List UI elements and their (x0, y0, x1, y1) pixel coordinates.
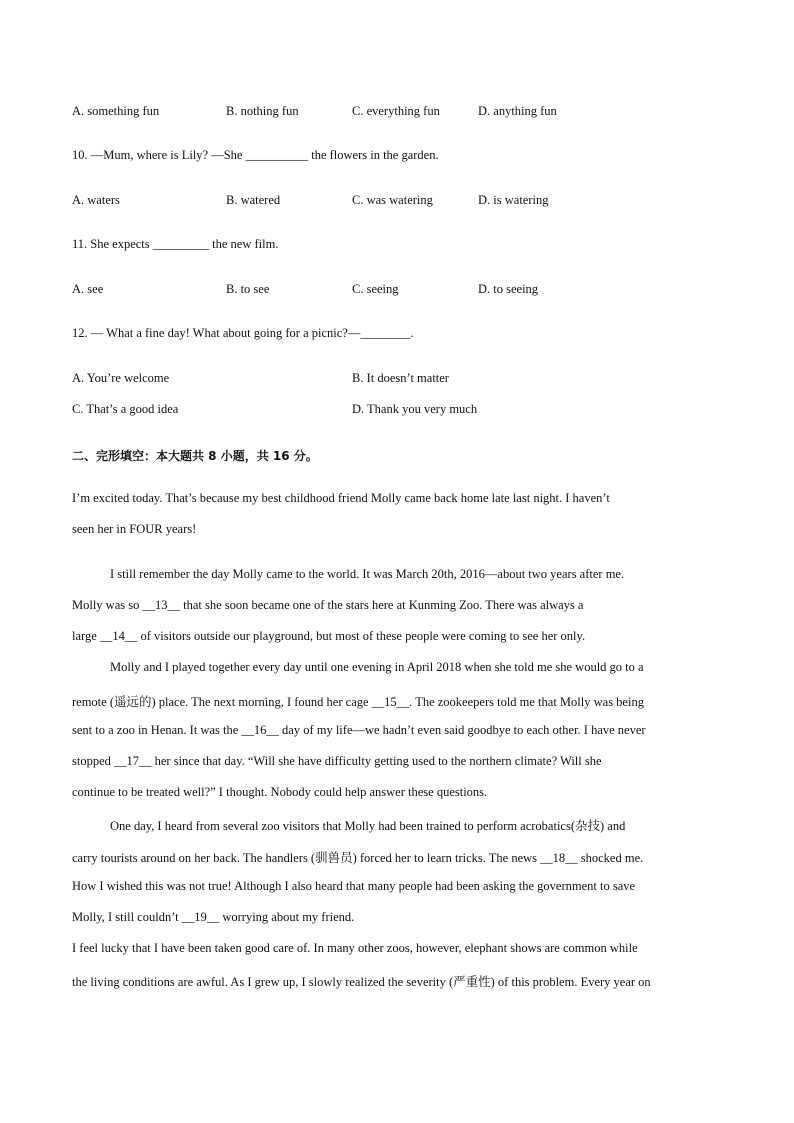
q10-stem (72, 148, 439, 163)
q10-option-a: A. waters (72, 193, 120, 207)
passage-line: stopped __17__ her since that day. “Will she have difficulty getting used to the northern climate? Will she (72, 754, 602, 768)
passage-line: How I wished this was not true! Although I also heard that many people had been asking the government to save (72, 879, 636, 893)
q11-stem-after: the new film. (212, 237, 279, 251)
passage-line: One day, I heard from several zoo visitors that Molly had been trained to perform acrobatics(杂技) and (110, 819, 626, 833)
q12-option-c: C. That’s a good idea (72, 402, 179, 416)
q11-option-a: A. see (72, 282, 104, 296)
q11-option-b: B. to see (226, 282, 270, 296)
passage-line: large __14__ of visitors outside our playground, but most of these people were coming to see her only. (72, 629, 586, 643)
q10-option-c: C. was watering (352, 193, 433, 207)
passage-line: Molly was so __13__ that she soon became one of the stars here at Kunming Zoo. There was always a (72, 598, 584, 612)
q9-option-b: B. nothing fun (226, 104, 299, 118)
q11-stem (72, 237, 278, 252)
passage-line: remote (遥远的) place. The next morning, I found her cage __15__. The zookeepers told me that Molly was being (72, 695, 644, 709)
passage-line: Molly and I played together every day until one evening in April 2018 when she told me she would go to a (110, 660, 644, 674)
q11-option-c: C. seeing (352, 282, 399, 296)
q12-stem: 12. — What a fine day! What about going for a picnic?—________. (72, 326, 414, 340)
q12-option-d: D. Thank you very much (352, 402, 478, 416)
q10-option-d: D. is watering (478, 193, 549, 207)
q10-blank: __________ (245, 148, 309, 162)
passage-line: I still remember the day Molly came to the world. It was March 20th, 2016—about two years after me. (110, 567, 625, 581)
passage-line: I’m excited today. That’s because my best childhood friend Molly came back home late last night. I haven’t (72, 491, 610, 505)
passage-line: I feel lucky that I have been taken good care of. In many other zoos, however, elephant shows are common while (72, 941, 638, 955)
q10-option-b: B. watered (226, 193, 281, 207)
q11-stem-before: 11. She expects (72, 237, 150, 251)
passage-line: seen her in FOUR years! (72, 522, 197, 536)
passage-line: sent to a zoo in Henan. It was the __16__ day of my life—we hadn’t even said goodbye to each other. I have never (72, 723, 646, 737)
q10-stem-after: the flowers in the garden. (311, 148, 439, 162)
q9-option-d: D. anything fun (478, 104, 557, 118)
q12-option-b: B. It doesn’t matter (352, 371, 449, 385)
q10-stem-before: 10. —Mum, where is Lily? —She (72, 148, 243, 162)
q9-option-c: C. everything fun (352, 104, 440, 118)
q11-blank: _________ (152, 237, 210, 251)
section-heading: 二、完形填空：本大题共 8 小题，共 16 分。 (72, 449, 318, 463)
passage-line: Molly, I still couldn’t __19__ worrying about my friend. (72, 910, 355, 924)
q9-option-a: A. something fun (72, 104, 160, 118)
passage-line: continue to be treated well?” I thought. Nobody could help answer these questions. (72, 785, 488, 799)
passage-line: carry tourists around on her back. The handlers (驯兽员) forced her to learn tricks. The news __18__ shocked me. (72, 851, 644, 865)
passage-line: the living conditions are awful. As I grew up, I slowly realized the severity (严重性) of this problem. Every year on (72, 975, 651, 989)
q11-option-d: D. to seeing (478, 282, 539, 296)
q12-option-a: A. You’re welcome (72, 371, 170, 385)
